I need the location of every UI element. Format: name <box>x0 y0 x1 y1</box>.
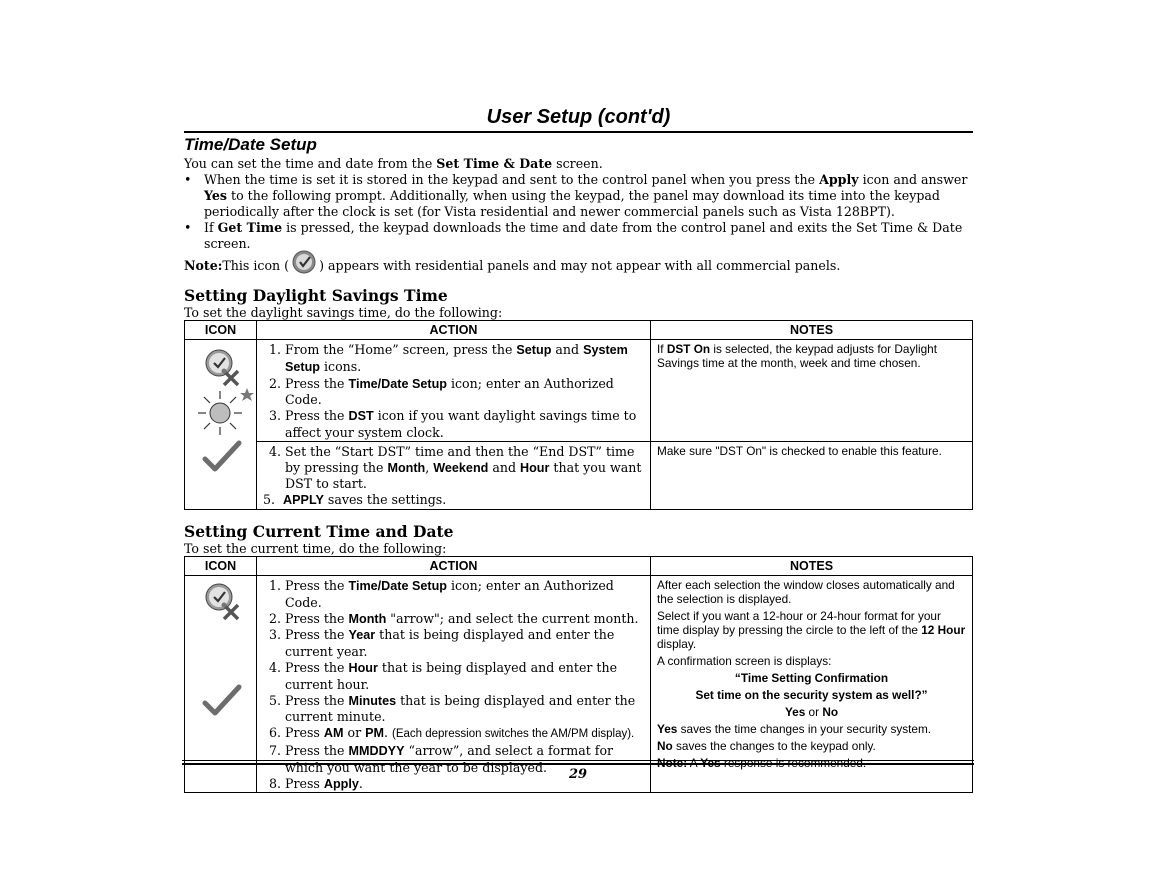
dst-table <box>184 320 973 510</box>
note-text: display. <box>657 636 697 651</box>
note-text: Select if you want a 12-hour or 24-hour format for your time display by pressing the circle to the left of the <box>657 608 941 637</box>
checkmark-icon <box>202 683 255 719</box>
col-notes-header: NOTES <box>651 321 973 340</box>
list-item <box>285 627 646 660</box>
note-text: If <box>657 342 667 356</box>
col-action-header: ACTION <box>257 556 651 575</box>
step-text: Press the <box>285 610 349 626</box>
bullet-text: to the following prompt. Additionally, when using the keypad, the panel may download its time into the keypad periodically after the clock is set (for Vista residential and newer commercial panels such as Vista 128BPT). <box>204 188 940 219</box>
step-text: icon if you want daylight savings time to affect your system clock. <box>285 408 637 440</box>
note-bold: No <box>822 704 839 719</box>
list-item <box>285 725 646 743</box>
step-bold: Weekend <box>433 460 489 475</box>
confirmation-question: Set time on the security system as well?” <box>695 687 928 702</box>
col-action-header: ACTION <box>257 321 651 340</box>
bullet-bold: Apply <box>819 172 859 187</box>
note-text: saves the changes to the keypad only. <box>672 738 876 753</box>
note-text: response is recommended. <box>720 755 867 770</box>
step-text: "arrow"; and select the current month. <box>386 610 639 626</box>
step-text: “arrow”, and select a format for which you want the year to be displayed. <box>285 742 614 775</box>
step-text: and <box>488 459 521 475</box>
current-heading: Setting Current Time and Date <box>184 521 454 541</box>
note-text <box>657 739 966 753</box>
clock-tools-icon <box>202 347 255 387</box>
note-text: After each selection the window closes automatically and the selection is displayed. <box>657 577 955 606</box>
list-item <box>285 342 646 376</box>
list-item <box>285 611 646 628</box>
header-rule <box>184 131 973 133</box>
step-text: Press the <box>285 408 349 424</box>
footer-rule <box>182 763 974 765</box>
step-text: Press the <box>285 659 349 675</box>
step-bold: PM <box>365 726 384 741</box>
list-item <box>285 693 646 726</box>
note-bold: No <box>657 738 673 753</box>
list-item <box>285 578 646 611</box>
note-bold: Yes <box>784 704 806 719</box>
step-text: icons. <box>319 358 362 374</box>
step-bold: Year <box>348 628 376 643</box>
note-text: saves the time changes in your security system. <box>677 721 932 736</box>
intro-post: screen. <box>552 156 603 171</box>
note-bold: 12 Hour <box>921 622 966 637</box>
note-bold: DST On <box>666 342 711 356</box>
step-text: From the “Home” screen, press the <box>285 342 517 357</box>
note-bold: Yes <box>700 755 721 770</box>
step-text: that is being displayed and enter the current minute. <box>285 692 636 725</box>
step-text: Press the <box>285 742 349 758</box>
col-notes-header: NOTES <box>651 556 973 575</box>
bullet-text: When the time is set it is stored in the keypad and sent to the control panel when you press the <box>204 172 820 187</box>
step-text: that is being displayed and enter the current year. <box>285 627 615 660</box>
page-number: 29 <box>568 767 588 782</box>
step-text: . <box>358 775 363 791</box>
dst-notes-cell-2 <box>651 441 973 509</box>
note-text: A <box>687 755 701 770</box>
bullet-text: If <box>204 220 218 235</box>
step-text: icon; enter an Authorized Code. <box>285 375 614 408</box>
dst-steps-2 <box>263 444 646 492</box>
note-label: Note: <box>184 258 223 273</box>
checkmark-icon <box>202 439 255 475</box>
intro-bold: Set Time & Date <box>436 156 553 171</box>
step-text: Press the <box>285 627 349 643</box>
clock-tools-icon <box>202 581 255 621</box>
footer-rule <box>182 760 974 761</box>
dst-steps-1 <box>263 342 646 441</box>
step-text: Press the <box>285 692 349 708</box>
note-text: A confirmation screen is displays: <box>657 653 832 668</box>
dst-heading: Setting Daylight Savings Time <box>184 286 448 305</box>
list-item <box>285 408 646 441</box>
step-text: Press the <box>285 375 349 391</box>
step-text: , <box>425 459 434 475</box>
time-date-bullets <box>184 172 973 252</box>
current-table <box>184 556 973 793</box>
current-intro: To set the current time, do the following: <box>184 540 447 556</box>
step-bold: System Setup <box>285 343 628 374</box>
dst-action-cell-2 <box>257 441 651 509</box>
step-bold: MMDDYY <box>348 743 405 758</box>
note-text: is selected, the keypad adjusts for Daylight Savings time at the month, week and time chosen. <box>657 342 937 370</box>
note-text: This icon ( <box>222 258 290 273</box>
dst-intro: To set the daylight savings time, do the following: <box>184 305 503 320</box>
col-icon-header: ICON <box>185 556 257 575</box>
step-bold: Apply <box>323 776 359 791</box>
step-bold: Minutes <box>348 693 397 708</box>
step-text: . <box>383 725 392 741</box>
step-bold: Month <box>348 611 387 626</box>
bullet-bold: Get Time <box>217 220 283 235</box>
list-item <box>263 492 646 509</box>
intro-text: You can set the time and date from the <box>184 156 437 171</box>
step-bold: Setup <box>516 343 552 357</box>
dst-icon-cell <box>185 340 257 510</box>
step-text: saves the settings. <box>323 492 447 508</box>
bullet-text: is pressed, the keypad downloads the time and date from the control panel and exits the Set Time & Date screen. <box>204 220 963 251</box>
page-header-title: User Setup (cont'd) <box>486 106 671 128</box>
table-header-row <box>185 556 973 575</box>
step-text: that is being displayed and enter the current hour. <box>285 659 618 692</box>
note-line <box>184 256 973 276</box>
step-text: Press <box>285 725 324 741</box>
note-text: or <box>805 704 823 719</box>
step-number: 5. <box>263 492 276 508</box>
step-text: Press <box>285 775 324 791</box>
step-text: and <box>551 342 584 357</box>
bullet-text: icon and answer <box>858 172 968 187</box>
note-text <box>657 609 966 651</box>
section-title-time-date: Time/Date Setup <box>184 135 317 154</box>
list-item <box>285 660 646 693</box>
col-icon-header: ICON <box>185 321 257 340</box>
note-text <box>657 722 966 736</box>
step-text: Set the “Start DST” time and then the “End DST” time by pressing the <box>285 443 635 475</box>
step-text: or <box>343 725 366 741</box>
time-date-intro <box>184 156 973 172</box>
step-bold: Month <box>387 460 426 475</box>
list-item <box>285 376 646 409</box>
confirmation-options <box>657 705 966 719</box>
step-text: Press the <box>285 577 349 593</box>
confirmation-title: “Time Setting Confirmation <box>734 670 889 685</box>
table-row <box>185 441 973 509</box>
dst-action-cell-1 <box>257 340 651 442</box>
table-row <box>185 340 973 442</box>
note-bold: Yes <box>657 721 678 736</box>
table-header-row <box>185 321 973 340</box>
step-bold: APPLY <box>283 493 324 508</box>
step-text: (Each depression switches the AM/PM display). <box>392 728 635 741</box>
list-item <box>285 444 646 492</box>
sun-star-icon <box>194 387 255 437</box>
step-bold: Time/Date Setup <box>348 376 447 391</box>
note-text: ) appears with residential panels and may not appear with all commercial panels. <box>319 258 841 273</box>
note-text: Make sure "DST On" is checked to enable this feature. <box>657 443 942 458</box>
bullet-bold: Yes <box>204 188 227 203</box>
bullet-item <box>204 172 973 220</box>
step-text: that you want DST to start. <box>285 459 642 492</box>
step-text: icon; enter an Authorized Code. <box>285 577 614 610</box>
step-bold: Hour <box>520 460 550 475</box>
step-bold: DST <box>348 409 374 424</box>
bullet-item <box>204 220 973 252</box>
clock-icon <box>291 250 317 276</box>
note-bold: Note: <box>657 755 688 770</box>
step-bold: Hour <box>348 660 378 675</box>
dst-notes-cell-1 <box>651 340 973 442</box>
step-bold: AM <box>323 726 344 741</box>
step-bold: Time/Date Setup <box>348 578 447 593</box>
page <box>184 104 973 793</box>
